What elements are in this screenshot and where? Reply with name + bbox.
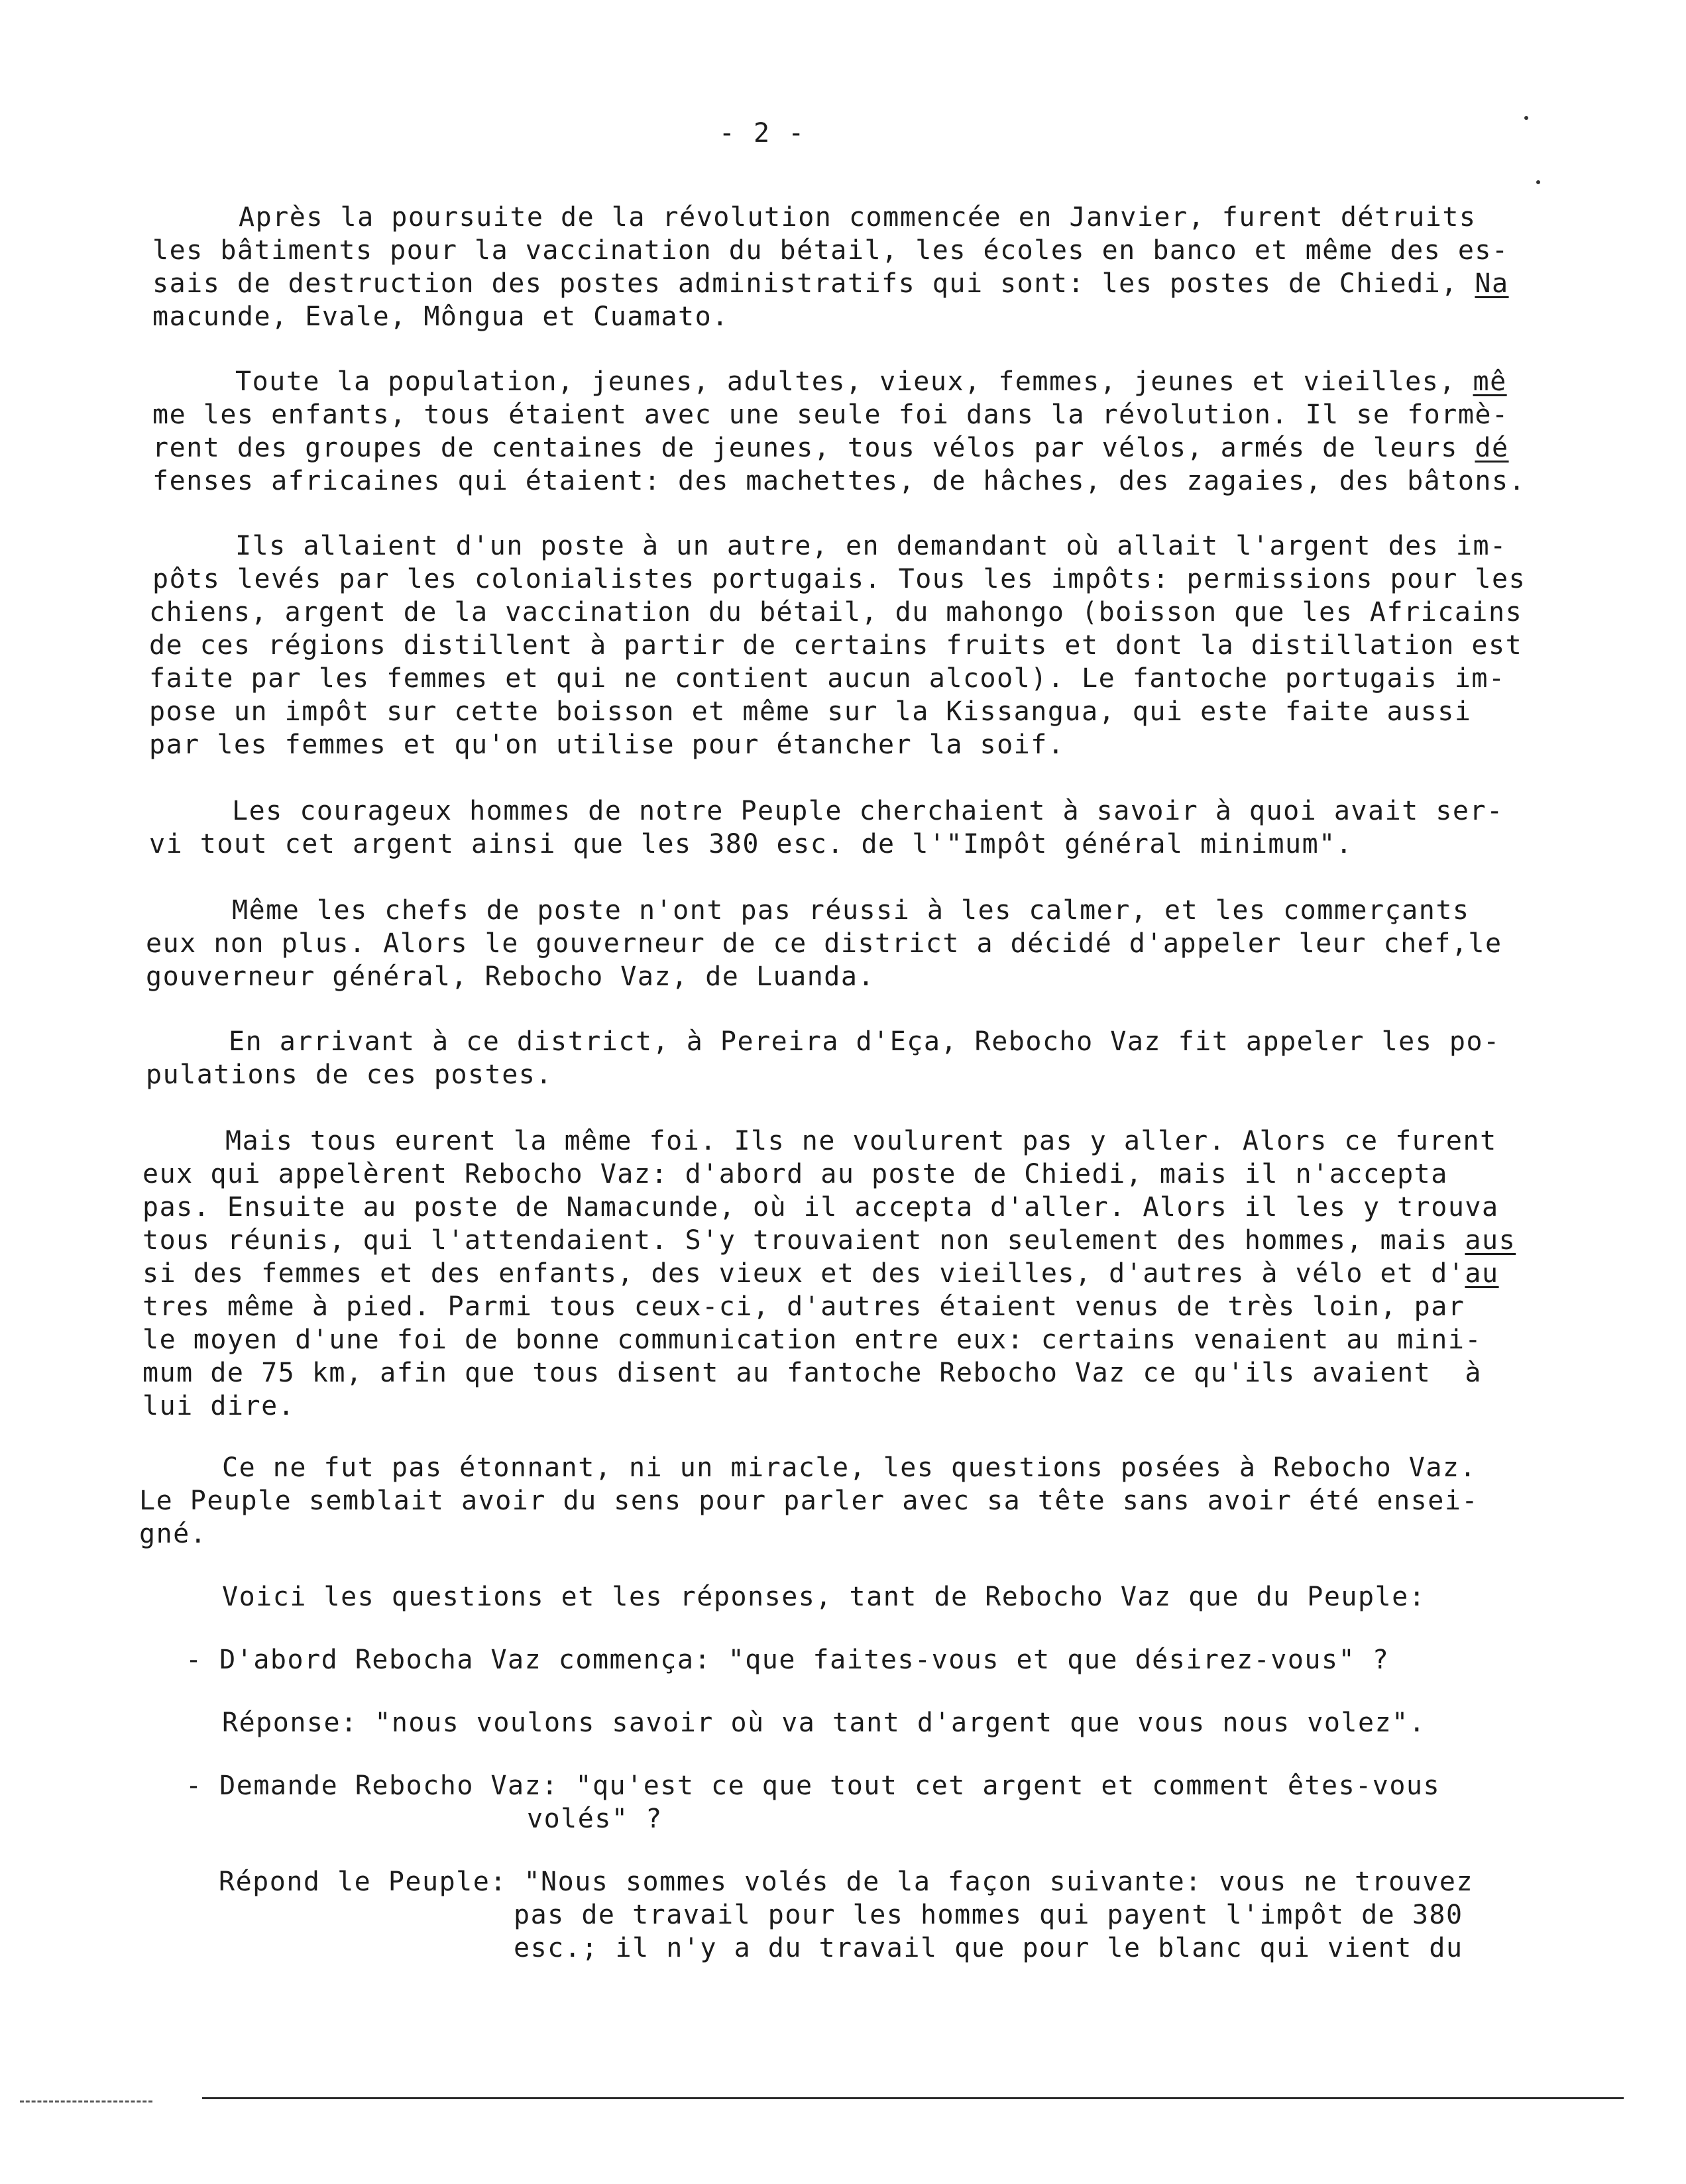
text-line: Ils allaient d'un poste à un autre, en demandant où allait l'argent des im- bbox=[235, 531, 1507, 561]
scan-speck bbox=[1524, 116, 1528, 120]
text-line: chiens, argent de la vaccination du bétail, du mahongo (boisson que les Africains bbox=[149, 597, 1523, 628]
text-line: Mais tous eurent la même foi. Ils ne voulurent pas y aller. Alors ce furent bbox=[225, 1126, 1497, 1156]
footer-rule bbox=[202, 2097, 1624, 2099]
text-line: pulations de ces postes. bbox=[146, 1060, 553, 1090]
text-line: macunde, Evale, Môngua et Cuamato. bbox=[152, 301, 729, 332]
text-line: tres même à pied. Parmi tous ceux-ci, d'autres étaient venus de très loin, par bbox=[142, 1291, 1465, 1322]
text-line: tous réunis, qui l'attendaient. S'y trouvaient non seulement des hommes, mais aus bbox=[142, 1225, 1516, 1256]
text-line: sais de destruction des postes administratifs qui sont: les postes de Chiedi, Na bbox=[152, 268, 1509, 299]
dialogue-line: Répond le Peuple: "Nous sommes volés de la façon suivante: vous ne trouvez bbox=[219, 1867, 1474, 1897]
text-line: Voici les questions et les réponses, tant de Rebocho Vaz que du Peuple: bbox=[222, 1582, 1426, 1612]
text-line: Toute la population, jeunes, adultes, vieux, femmes, jeunes et vieilles, mê bbox=[235, 366, 1507, 397]
text-line: mum de 75 km, afin que tous disent au fantoche Rebocho Vaz ce qu'ils avaient à bbox=[142, 1358, 1482, 1388]
text-line: gouverneur général, Rebocho Vaz, de Luanda. bbox=[146, 961, 875, 992]
underlined-syllable: mê bbox=[1473, 366, 1507, 397]
text-line: eux qui appelèrent Rebocho Vaz: d'abord au poste de Chiedi, mais il n'accepta bbox=[142, 1159, 1448, 1189]
footer-rule-fragment bbox=[20, 2101, 152, 2102]
text-line: Ce ne fut pas étonnant, ni un miracle, les questions posées à Rebocho Vaz. bbox=[222, 1452, 1477, 1483]
text-line: gné. bbox=[139, 1519, 207, 1549]
scan-speck bbox=[1536, 180, 1540, 184]
text-line: si des femmes et des enfants, des vieux et des vieilles, d'autres à vélo et d'au bbox=[142, 1258, 1499, 1289]
page-number: - 2 - bbox=[718, 118, 806, 148]
text-line: le moyen d'une foi de bonne communication entre eux: certains venaient au mini- bbox=[142, 1325, 1482, 1355]
dialogue-line: - D'abord Rebocha Vaz commença: "que faites-vous et que désirez-vous" ? bbox=[186, 1645, 1390, 1675]
dialogue-line: Réponse: "nous voulons savoir où va tant d'argent que vous nous volez". bbox=[222, 1708, 1426, 1738]
text-line: me les enfants, tous étaient avec une seule foi dans la révolution. Il se formè- bbox=[152, 400, 1509, 430]
text-line: vi tout cet argent ainsi que les 380 esc. de l'"Impôt général minimum". bbox=[149, 829, 1353, 859]
text-line: pôts levés par les colonialistes portugais. Tous les impôts: permissions pour les bbox=[152, 564, 1526, 594]
dialogue-line: volés" ? bbox=[527, 1804, 663, 1834]
text-line: de ces régions distillent à partir de certains fruits et dont la distillation est bbox=[149, 630, 1523, 661]
underlined-syllable: aus bbox=[1465, 1225, 1516, 1256]
dialogue-line: esc.; il n'y a du travail que pour le blanc qui vient du bbox=[514, 1933, 1463, 1963]
text-line: lui dire. bbox=[142, 1391, 296, 1421]
underlined-syllable: au bbox=[1465, 1258, 1499, 1289]
text-line: En arrivant à ce district, à Pereira d'Eça, Rebocho Vaz fit appeler les po- bbox=[229, 1026, 1500, 1057]
text-line: Le Peuple semblait avoir du sens pour parler avec sa tête sans avoir été ensei- bbox=[139, 1486, 1479, 1516]
text-line: Les courageux hommes de notre Peuple cherchaient à savoir à quoi avait ser- bbox=[232, 796, 1504, 826]
text-line: par les femmes et qu'on utilise pour étancher la soif. bbox=[149, 730, 1065, 760]
underlined-syllable: Na bbox=[1475, 268, 1509, 299]
text-line: faite par les femmes et qui ne contient aucun alcool). Le fantoche portugais im- bbox=[149, 663, 1506, 694]
text-line: pas. Ensuite au poste de Namacunde, où il accepta d'aller. Alors il les y trouva bbox=[142, 1192, 1499, 1223]
text-line: pose un impôt sur cette boisson et même sur la Kissangua, qui este faite aussi bbox=[149, 696, 1472, 727]
dialogue-line: pas de travail pour les hommes qui payent l'impôt de 380 bbox=[514, 1900, 1463, 1930]
text-line: Après la poursuite de la révolution commencée en Janvier, furent détruits bbox=[239, 202, 1477, 233]
text-line: fenses africaines qui étaient: des machettes, de hâches, des zagaies, des bâtons. bbox=[152, 466, 1526, 496]
text-line: eux non plus. Alors le gouverneur de ce district a décidé d'appeler leur chef,le bbox=[146, 928, 1502, 959]
text-line: les bâtiments pour la vaccination du bétail, les écoles en banco et même des es- bbox=[152, 235, 1509, 266]
text-line: rent des groupes de centaines de jeunes, tous vélos par vélos, armés de leurs dé bbox=[152, 433, 1509, 463]
dialogue-line: - Demande Rebocho Vaz: "qu'est ce que tout cet argent et comment êtes-vous bbox=[186, 1771, 1441, 1801]
text-line: Même les chefs de poste n'ont pas réussi à les calmer, et les commerçants bbox=[232, 895, 1470, 926]
underlined-syllable: dé bbox=[1475, 433, 1509, 463]
